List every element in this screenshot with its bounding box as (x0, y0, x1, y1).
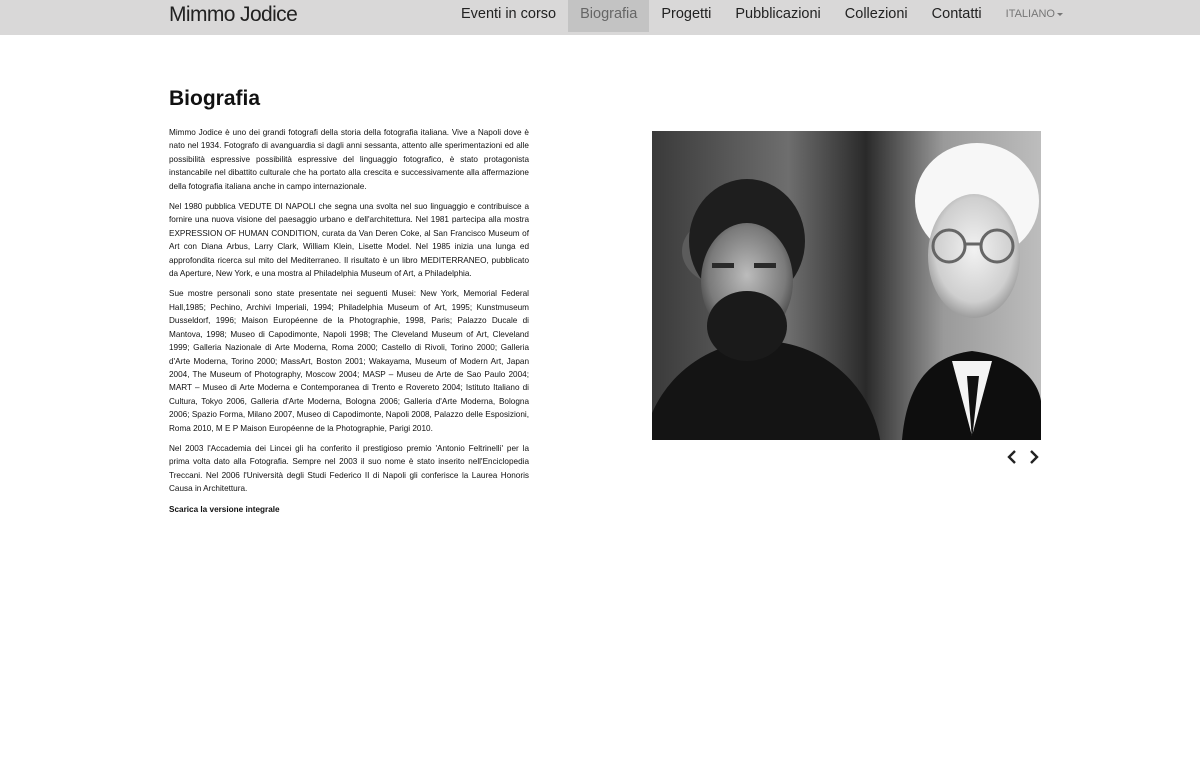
nav-eventi-in-corso[interactable]: Eventi in corso (461, 6, 557, 22)
biography-text (169, 126, 529, 523)
language-dropdown[interactable] (994, 0, 1075, 32)
slider-next-button[interactable] (1026, 447, 1042, 467)
chevron-right-icon (1029, 449, 1039, 465)
nav-contatti[interactable]: Contatti (931, 6, 982, 22)
nav-pubblicazioni[interactable]: Pubblicazioni (735, 6, 821, 22)
main-nav (449, 0, 1075, 35)
caret-down-icon (1057, 13, 1063, 16)
nav-biografia[interactable]: Biografia (568, 0, 649, 32)
slider-prev-button[interactable] (1004, 447, 1020, 467)
portrait-photo (652, 131, 1041, 440)
nav-collezioni[interactable]: Collezioni (844, 6, 908, 22)
bio-paragraph: Sue mostre personali sono state presentate nei seguenti Musei: New York, Memorial Federal Hall,1985; Pechino, Archivi Imperiali, 1994; Philadelphia Museum of Art, 1995; Kunstmuseum Dusseldorf, 1996; Maison Européenne de la Photographie, 1998, Paris; Palazzo Ducale di Mantova, 1998; Museo di Capodimonte, Napoli 1998; The Cleveland Museum of Art, Cleveland 1999; Galleria Nazionale di Arte Moderna, Roma 2000; Castello di Rivoli, Torino 2000; Galleria d'Arte Moderna, Torino 2000; MassArt, Boston 2001; Wakayama, Museum of Modern Art, Japan 2004, The Museum of Photography, Moscow 2004; MASP – Museu de Arte de Sao Paulo 2004; MART – Museo di Arte Moderna e Contemporanea di Trento e Rovereto 2004; Istituto Italiano di Cultura, Tokyo 2006, Galleria d'Arte Moderna, Bologna 2006; Galleria d'Arte Moderna, Bologna 2006; Spazio Forma, Milano 2007, Museo di Capodimonte, Napoli 2008, Palazzo delle Esposizioni, Roma 2010, M E P Maison Européenne de la Photographie, Parigi 2010. (169, 289, 529, 433)
bio-paragraph: Nel 2003 l'Accademia dei Lincei gli ha conferito il prestigioso premio 'Antonio Feltrinelli' per la prima volta dato alla Fotografia. Sempre nel 2003 il suo nome è stato inserito nell'Enciclopedia Treccani. Nel 2006 l'Università degli Studi Federico II di Napoli gli conferisce la Laurea Honoris Causa in Architettura. (169, 443, 529, 494)
brand-logo[interactable]: Mimmo Jodice (169, 3, 298, 26)
photo-slider (652, 131, 1041, 440)
top-navbar (0, 0, 1200, 35)
slider-controls (1004, 447, 1042, 467)
bio-paragraph: Nel 1980 pubblica VEDUTE DI NAPOLI che segna una svolta nel suo linguaggio e contribuisce a fornire una nuova visione del paesaggio urbano e dell'architettura. Nel 1981 partecipa alla mostra EXPRESSION OF HUMAN CONDITION, curata da Van Deren Coke, al San Francisco Museum of Art con Diana Arbus, Larry Clark, William Klein, Lisette Model. Nel 1985 inizia una lunga ed approfondita ricerca sul mito del Mediterraneo. Il risultato è un libro MEDITERRANEO, pubblicato da Aperture, New York, e una mostra al Philadelphia Museum of Art, a Philadelphia. (169, 202, 529, 279)
page-title: Biografia (169, 87, 261, 110)
bio-paragraph: Mimmo Jodice è uno dei grandi fotografi della storia della fotografia italiana. Vive a Napoli dove è nato nel 1934. Fotografo di avanguardia si dagli anni sessanta, attento alle sperimentazioni ed alle possibilità espressive possibilità espressive del linguaggio fotografico, è stato protagonista instancabile nel dibattito culturale che ha portato alla crescita e successivamente alla affermazione della fotografia italiana anche in campo internazionale. (169, 128, 529, 191)
language-label: ITALIANO (1005, 8, 1055, 20)
download-full-version-link[interactable]: Scarica la versione integrale (169, 504, 280, 514)
nav-progetti[interactable]: Progetti (661, 6, 712, 22)
chevron-left-icon (1007, 449, 1017, 465)
